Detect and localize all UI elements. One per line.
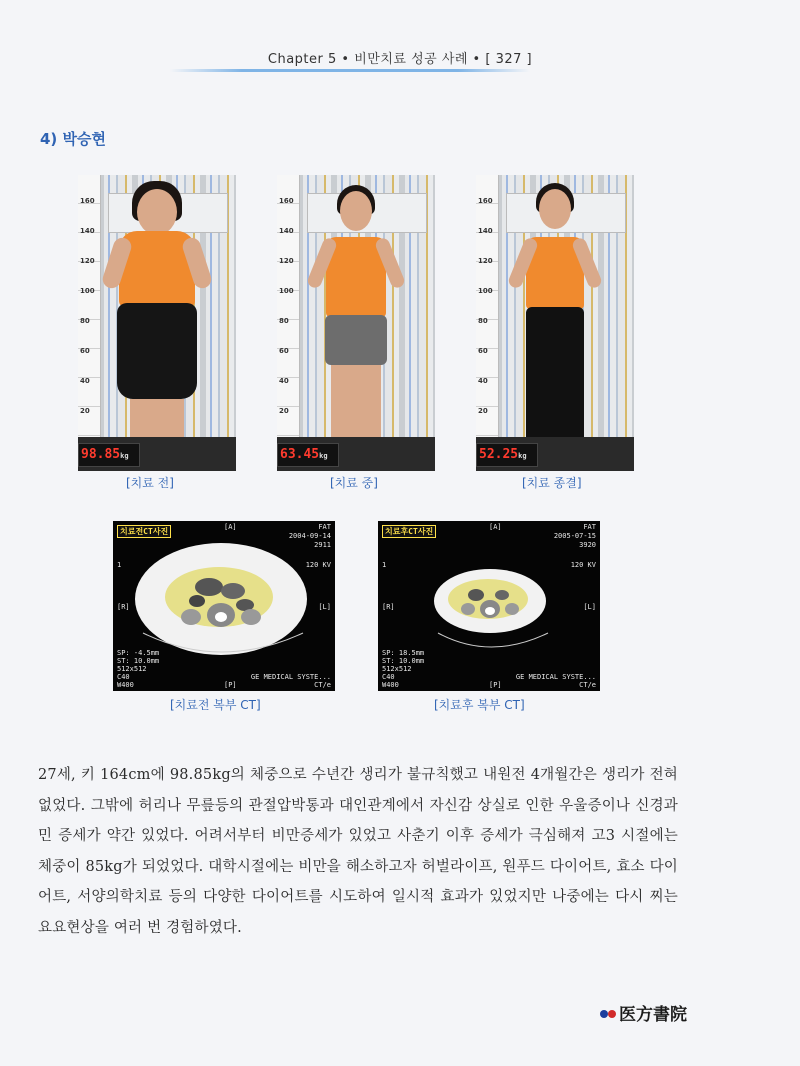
section-title: 4) 박승현	[40, 130, 106, 148]
scale-display: 63.45kg	[277, 443, 339, 467]
photo-caption-before: [치료 전]	[126, 476, 174, 490]
ct-scan-before: 치료전CT사진 [A] FAT 2004-09-14 2911 1 120 KV [R] [L] SP: -4.5mm ST: 10.0mm 512x512 C40 W400 [P] GE MEDICAL SYSTE... CT/e	[113, 521, 335, 691]
ct-scan-after: 치료후CT사진 [A] FAT 2005-07-15 3920 1 120 KV [R] [L] SP: 18.5mm ST: 10.0mm 512x512 C40 W400 [P] GE MEDICAL SYSTE... CT/e	[378, 521, 600, 691]
ct-meta-top-right: FAT 2005-07-15 3920	[553, 523, 596, 549]
photo-during	[277, 175, 435, 471]
height-ruler: 160 140 120 100 80 60 40 20	[78, 175, 101, 441]
photo-before	[78, 175, 236, 471]
header-divider	[170, 69, 530, 72]
person-figure	[277, 175, 435, 471]
case-description-paragraph: 27세, 키 164cm에 98.85kg의 체중으로 수년간 생리가 불규칙했고 내원전 4개월간은 생리가 전혀 없었다. 그밖에 허리나 무릎등의 관절압박통과 대인관계에서 자신감 상실로 인한 우울증이나 신경과민 증세가 약간 있었다. 어려서부터 비만증세가 있었고 사춘기 이후 증세가 극심해져 고3 시절에는 체중이 85kg가 되었었다. 대학시절에는 비만을 해소하고자 허벌라이프, 원푸드 다이어트, 효소 다이어트, 서양의학치료 등의 다양한 다이어트를 시도하여 일시적 효과가 있었지만 나중에는 다시 찌는 요요현상을 여러 번 경험하였다.	[38, 767, 678, 936]
ct-meta-bottom-left: SP: 18.5mm ST: 10.0mm 512x512 C40 W400	[382, 649, 425, 689]
ct-meta-bottom-right: GE MEDICAL SYSTE... CT/e	[250, 673, 331, 689]
header-text: Chapter 5 • 비만치료 성공 사례 • [ 327 ]	[267, 52, 533, 67]
scale-display: 52.25kg	[476, 443, 538, 467]
photo-after	[476, 175, 634, 471]
ct-label: 치료후CT사진	[382, 525, 436, 538]
ct-caption-after: [치료후 복부 CT]	[434, 698, 525, 712]
running-header	[0, 48, 800, 67]
person-figure	[78, 175, 236, 471]
scale-display: 98.85kg	[78, 443, 140, 467]
photo-caption-during: [치료 중]	[330, 476, 378, 490]
photo-caption-after: [치료 종결]	[522, 476, 582, 490]
person-figure	[476, 175, 634, 471]
height-ruler: 160 140 120 100 80 60 40 20	[476, 175, 499, 441]
height-ruler: 160 140 120 100 80 60 40 20	[277, 175, 300, 441]
publisher-name: 医方書院	[619, 1005, 687, 1025]
ct-meta-bottom-left: SP: -4.5mm ST: 10.0mm 512x512 C40 W400	[117, 649, 160, 689]
ct-meta-bottom-right: GE MEDICAL SYSTE... CT/e	[515, 673, 596, 689]
ct-label: 치료전CT사진	[117, 525, 171, 538]
publisher-dots-icon	[600, 1003, 616, 1022]
publisher-logo	[600, 1000, 687, 1025]
ct-caption-before: [치료전 복부 CT]	[170, 698, 261, 712]
ct-meta-top-right: FAT 2004-09-14 2911	[288, 523, 331, 549]
